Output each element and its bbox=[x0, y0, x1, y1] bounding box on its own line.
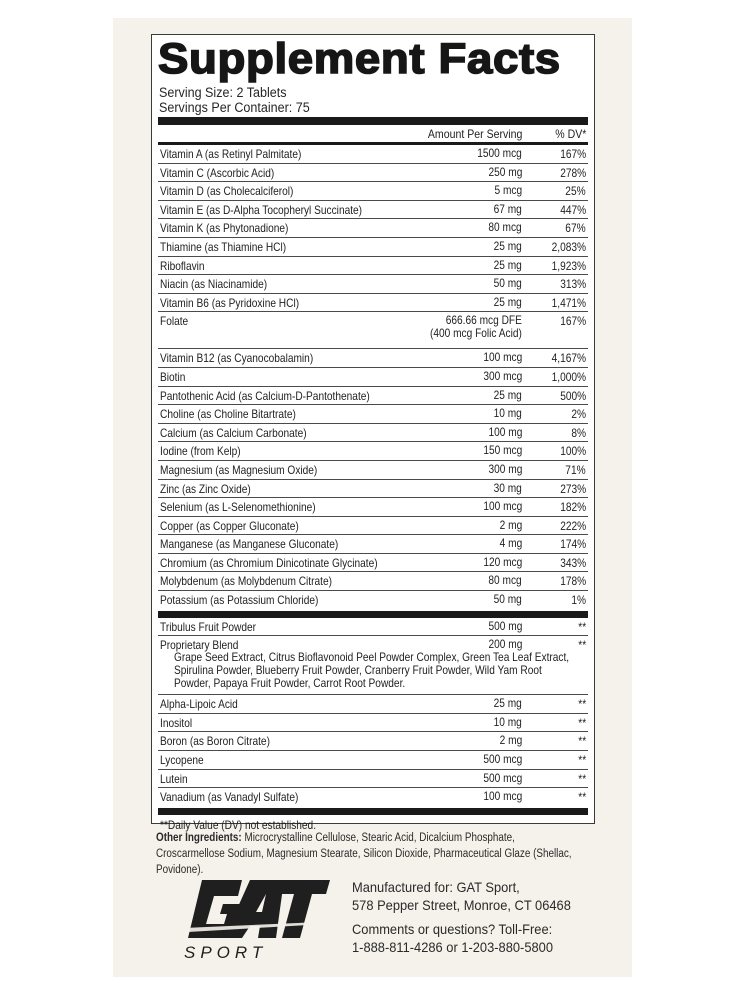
ingredient-dv: 25% bbox=[565, 184, 586, 199]
amount-value: 200 mg bbox=[488, 637, 522, 652]
blend-details: Grape Seed Extract, Citrus Bioflavonoid Peel Powder Complex, Green Tea Leaf Extract, Spirulina Powder, Blueberry Fruit Powder, Cranberry Fruit Powder, Wild Yam Root Powder, Papaya Fruit Powder, Carrot Root Powder. bbox=[174, 650, 570, 691]
ingredient-name: Chromium (as Chromium Dinicotinate Glycinate) bbox=[160, 555, 378, 570]
ingredient-amount bbox=[483, 753, 522, 766]
amount-value: 500 mcg bbox=[483, 770, 522, 785]
table-row bbox=[158, 461, 588, 480]
amount-note: (400 mcg Folic Acid) bbox=[430, 326, 522, 341]
ingredient-name: Zinc (as Zinc Oxide) bbox=[160, 481, 251, 496]
table-row bbox=[158, 517, 588, 536]
ingredient-name: Vitamin A (as Retinyl Palmitate) bbox=[160, 147, 302, 161]
table-row bbox=[158, 695, 588, 714]
ingredient-name: Tribulus Fruit Powder bbox=[160, 619, 257, 634]
ingredient-amount bbox=[494, 240, 522, 253]
amount-value: 25 mg bbox=[493, 257, 522, 272]
amount-value: 25 mg bbox=[493, 238, 522, 253]
table-row bbox=[158, 368, 588, 387]
ingredient-dv: ** bbox=[578, 753, 586, 768]
ingredient-dv: 178% bbox=[560, 574, 586, 589]
ingredient-amount bbox=[494, 277, 522, 290]
table-row bbox=[158, 349, 588, 368]
other-ingredients bbox=[156, 830, 586, 878]
amount-value: 100 mcg bbox=[483, 350, 522, 365]
ingredient-dv: 273% bbox=[560, 481, 586, 496]
ingredient-dv: 1,471% bbox=[551, 295, 586, 310]
ingredient-amount bbox=[483, 444, 522, 457]
amount-value: 50 mg bbox=[493, 592, 522, 607]
ingredient-name: Iodine (from Kelp) bbox=[160, 444, 241, 459]
ingredient-name: Manganese (as Manganese Gluconate) bbox=[160, 537, 339, 552]
ingredient-amount bbox=[494, 716, 522, 729]
ingredient-name: Thiamine (as Thiamine HCl) bbox=[160, 239, 287, 254]
amount-value: 250 mg bbox=[488, 164, 522, 179]
ingredient-dv: 447% bbox=[560, 202, 586, 217]
amount-column-label: Amount Per Serving bbox=[427, 127, 522, 141]
ingredient-name: Copper (as Copper Gluconate) bbox=[160, 518, 299, 533]
facts-title: Supplement Facts bbox=[158, 35, 561, 83]
address-line: 578 Pepper Street, Monroe, CT 06468 bbox=[352, 897, 571, 913]
table-row bbox=[158, 164, 588, 183]
ingredient-dv: ** bbox=[578, 715, 586, 730]
table-row bbox=[158, 636, 588, 695]
amount-value: 2 mg bbox=[499, 733, 522, 748]
ingredient-dv: 2,083% bbox=[551, 239, 586, 254]
ingredient-name: Selenium (as L-Selenomethionine) bbox=[160, 500, 316, 515]
ingredient-dv: 174% bbox=[560, 537, 586, 552]
ingredient-name: Vitamin E (as D-Alpha Tocopheryl Succinate) bbox=[160, 202, 363, 217]
table-row bbox=[158, 618, 588, 637]
other-actives-table bbox=[158, 618, 588, 807]
ingredient-amount bbox=[499, 734, 522, 747]
ingredient-dv: 167% bbox=[560, 147, 586, 161]
ingredient-amount bbox=[488, 463, 522, 476]
table-row bbox=[158, 294, 588, 313]
table-row bbox=[158, 182, 588, 201]
thick-divider-middle bbox=[158, 611, 588, 618]
amount-value: 67 mg bbox=[493, 201, 522, 216]
ingredient-amount bbox=[483, 351, 522, 364]
ingredient-dv: ** bbox=[578, 790, 586, 805]
amount-value: 80 mcg bbox=[488, 220, 522, 235]
ingredient-amount bbox=[494, 407, 522, 420]
ingredient-name: Molybdenum (as Molybdenum Citrate) bbox=[160, 574, 332, 589]
dv-footnote: **Daily Value (DV) not established. bbox=[160, 817, 317, 832]
ingredient-name: Pantothenic Acid (as Calcium-D-Pantothenate) bbox=[160, 388, 370, 403]
amount-value: 100 mcg bbox=[483, 789, 522, 804]
table-row bbox=[158, 442, 588, 461]
amount-value: 100 mcg bbox=[483, 499, 522, 514]
ingredient-dv: ** bbox=[578, 697, 586, 712]
phone-line: 1-888-811-4286 or 1-203-880-5800 bbox=[352, 939, 553, 955]
table-row bbox=[158, 257, 588, 276]
ingredient-amount bbox=[483, 772, 522, 785]
ingredient-dv: 167% bbox=[560, 314, 586, 329]
ingredient-amount bbox=[494, 184, 522, 197]
amount-value: 50 mg bbox=[493, 276, 522, 291]
ingredient-amount bbox=[430, 314, 522, 340]
ingredient-dv: 500% bbox=[560, 388, 586, 403]
ingredient-dv: 182% bbox=[560, 500, 586, 515]
amount-value: 5 mcg bbox=[494, 183, 522, 198]
ingredient-amount bbox=[483, 556, 522, 569]
ingredient-dv: 71% bbox=[565, 462, 586, 477]
ingredient-name: Vitamin D (as Cholecalciferol) bbox=[160, 184, 294, 199]
supplement-facts-box bbox=[151, 34, 595, 832]
ingredient-dv: ** bbox=[578, 619, 586, 634]
other-ingredients-text: Microcrystalline Cellulose, Stearic Acid, Dicalcium Phosphate, Croscarmellose Sodium, Magnesium Stearate, Silicon Dioxide, Pharmaceutical Glaze (Shellac, Povidone). bbox=[156, 832, 572, 876]
amount-value: 300 mcg bbox=[483, 368, 522, 383]
ingredient-dv: 1,923% bbox=[551, 258, 586, 273]
amount-value: 1500 mcg bbox=[477, 146, 522, 160]
ingredient-amount bbox=[477, 147, 522, 160]
ingredient-dv: 4,167% bbox=[551, 351, 586, 366]
comments-line: Comments or questions? Toll-Free: bbox=[352, 921, 553, 937]
ingredient-amount bbox=[494, 259, 522, 272]
ingredient-amount bbox=[489, 574, 522, 587]
table-row bbox=[158, 751, 588, 770]
ingredient-dv: 343% bbox=[560, 555, 586, 570]
ingredient-amount bbox=[494, 203, 522, 216]
ingredient-dv: ** bbox=[578, 734, 586, 749]
ingredient-name: Boron (as Boron Citrate) bbox=[160, 734, 270, 749]
table-row bbox=[158, 572, 588, 591]
amount-value: 120 mcg bbox=[483, 554, 522, 569]
table-row bbox=[158, 535, 588, 554]
ingredient-amount bbox=[499, 519, 522, 532]
table-row bbox=[158, 219, 588, 238]
ingredient-name: Inositol bbox=[160, 715, 193, 730]
ingredient-dv: 67% bbox=[565, 221, 586, 236]
ingredient-amount bbox=[494, 593, 522, 606]
ingredient-name: Calcium (as Calcium Carbonate) bbox=[160, 425, 307, 440]
ingredient-amount bbox=[488, 426, 522, 439]
ingredient-dv: 2% bbox=[571, 407, 586, 422]
ingredient-amount bbox=[494, 389, 522, 402]
ingredient-dv: 278% bbox=[560, 165, 586, 180]
amount-value: 25 mg bbox=[493, 696, 522, 711]
table-row bbox=[158, 405, 588, 424]
dv-column-label: % DV* bbox=[554, 127, 586, 141]
ingredient-name: Alpha-Lipoic Acid bbox=[160, 697, 238, 712]
table-row bbox=[158, 238, 588, 257]
column-header bbox=[158, 125, 588, 143]
amount-value: 150 mcg bbox=[483, 443, 522, 458]
table-row bbox=[158, 591, 588, 610]
ingredient-amount bbox=[488, 620, 522, 633]
sport-wordmark: SPORT bbox=[184, 943, 268, 960]
ingredient-name: Magnesium (as Magnesium Oxide) bbox=[160, 462, 318, 477]
table-row bbox=[158, 275, 588, 294]
ingredient-name: Potassium (as Potassium Chloride) bbox=[160, 593, 319, 608]
ingredient-name: Vitamin B12 (as Cyanocobalamin) bbox=[160, 351, 314, 366]
amount-value: 80 mcg bbox=[488, 573, 522, 588]
ingredient-dv: 100% bbox=[560, 444, 586, 459]
table-row bbox=[158, 498, 588, 517]
amount-value: 30 mg bbox=[493, 480, 522, 495]
table-row bbox=[158, 424, 588, 443]
amount-value: 500 mg bbox=[488, 618, 522, 633]
ingredient-name: Vanadium (as Vanadyl Sulfate) bbox=[160, 790, 299, 805]
amount-value: 100 mg bbox=[488, 424, 522, 439]
ingredient-name: Folate bbox=[160, 314, 189, 329]
amount-value: 4 mg bbox=[499, 536, 522, 551]
table-row bbox=[158, 387, 588, 406]
ingredient-dv: 8% bbox=[571, 425, 586, 440]
manufacturer-info bbox=[352, 878, 571, 956]
amount-value: 666.66 mcg DFE bbox=[445, 313, 522, 328]
ingredient-dv: 222% bbox=[560, 518, 586, 533]
table-row bbox=[158, 788, 588, 807]
ingredient-dv: 1% bbox=[571, 593, 586, 608]
table-row bbox=[158, 480, 588, 499]
thick-divider-top bbox=[158, 117, 588, 125]
table-row bbox=[158, 554, 588, 573]
other-ingredients-label: Other Ingredients: bbox=[156, 832, 242, 844]
ingredient-amount bbox=[489, 221, 522, 234]
ingredient-name: Lutein bbox=[160, 771, 188, 786]
amount-value: 25 mg bbox=[493, 387, 522, 402]
amount-value: 300 mg bbox=[488, 461, 522, 476]
table-row bbox=[158, 732, 588, 751]
amount-value: 10 mg bbox=[493, 406, 522, 421]
servings-per-container: Servings Per Container: 75 bbox=[159, 100, 310, 115]
ingredient-amount bbox=[494, 482, 522, 495]
ingredient-amount bbox=[494, 296, 522, 309]
ingredient-name: Riboflavin bbox=[160, 258, 205, 273]
ingredient-name: Niacin (as Niacinamide) bbox=[160, 277, 268, 292]
ingredient-amount bbox=[494, 697, 522, 710]
table-row bbox=[158, 312, 588, 349]
serving-size: Serving Size: 2 Tablets bbox=[159, 85, 287, 100]
ingredient-name: Vitamin B6 (as Pyridoxine HCl) bbox=[160, 295, 300, 310]
table-row bbox=[158, 145, 588, 164]
ingredient-name: Vitamin C (Ascorbic Acid) bbox=[160, 165, 275, 180]
ingredient-dv: ** bbox=[578, 771, 586, 786]
table-row bbox=[158, 201, 588, 220]
table-row bbox=[158, 714, 588, 733]
ingredient-name: Lycopene bbox=[160, 753, 204, 768]
ingredient-name: Vitamin K (as Phytonadione) bbox=[160, 221, 289, 236]
ingredient-dv: 1,000% bbox=[551, 369, 586, 384]
table-row bbox=[158, 770, 588, 789]
amount-value: 25 mg bbox=[493, 294, 522, 309]
ingredient-dv: 313% bbox=[560, 277, 586, 292]
ingredient-dv: ** bbox=[578, 638, 586, 653]
ingredient-name: Biotin bbox=[160, 369, 186, 384]
ingredient-amount bbox=[499, 537, 522, 550]
amount-value: 10 mg bbox=[493, 714, 522, 729]
manufacturer-line: Manufactured for: GAT Sport, bbox=[352, 879, 520, 895]
ingredient-name: Proprietary Blend bbox=[160, 638, 239, 653]
amount-value: 500 mcg bbox=[483, 752, 522, 767]
nutrient-table bbox=[158, 145, 588, 610]
ingredient-amount bbox=[483, 370, 522, 383]
ingredient-name: Choline (as Choline Bitartrate) bbox=[160, 407, 296, 422]
thick-divider-bottom bbox=[158, 808, 588, 815]
ingredient-amount bbox=[483, 500, 522, 513]
gat-sport-logo bbox=[180, 876, 330, 960]
ingredient-amount bbox=[483, 790, 522, 803]
amount-value: 2 mg bbox=[499, 517, 522, 532]
ingredient-amount bbox=[488, 166, 522, 179]
